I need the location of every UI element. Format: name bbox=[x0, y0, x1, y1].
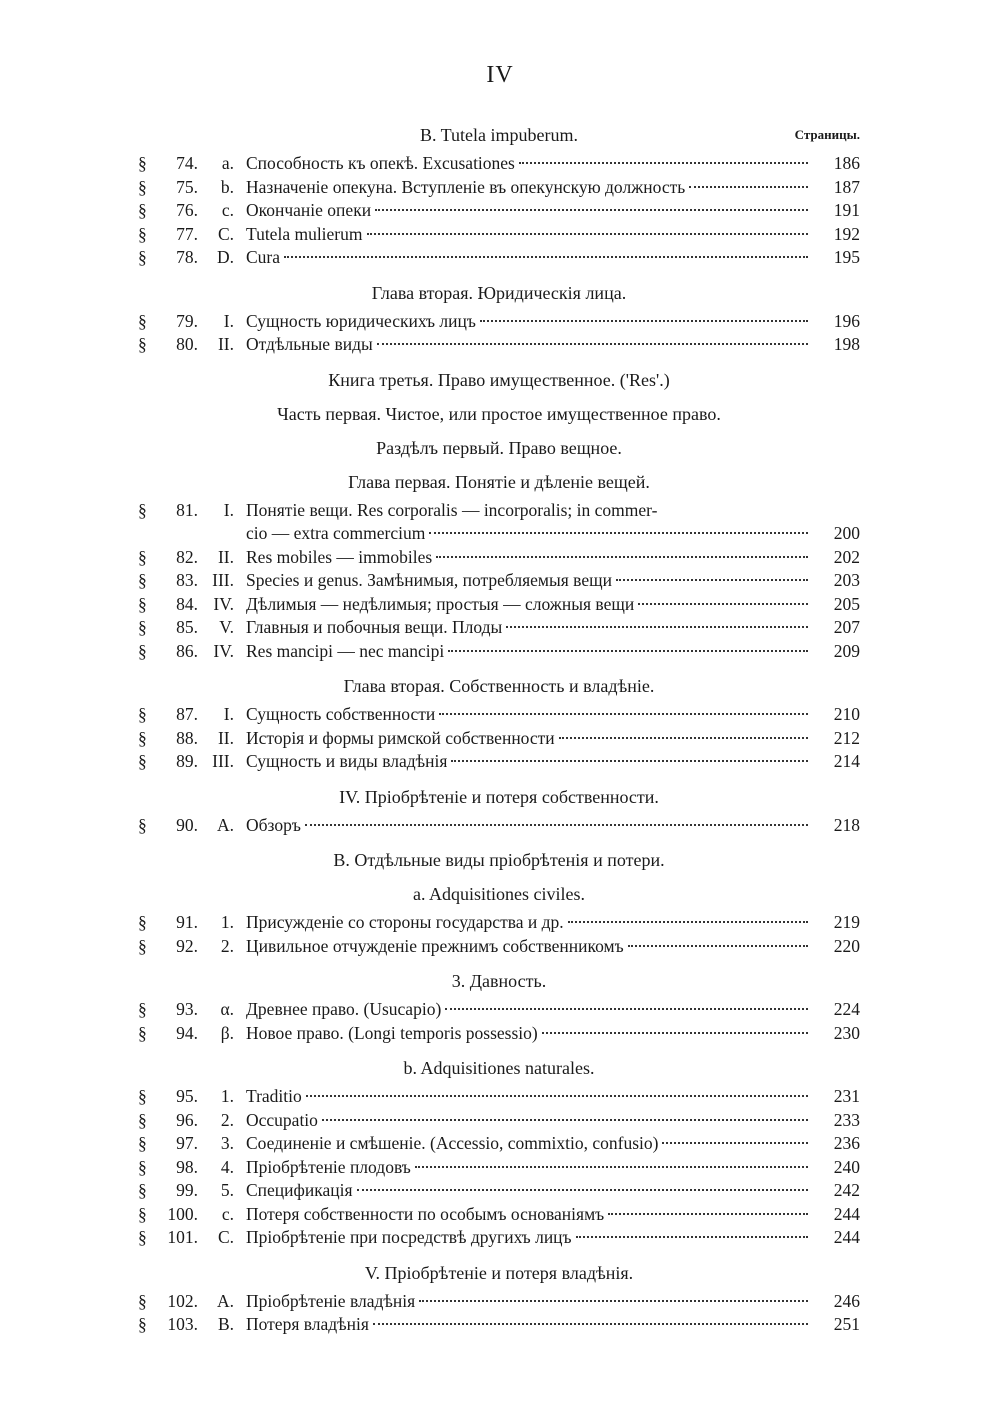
section-sign: § bbox=[138, 1180, 147, 1200]
entry-number: 87. bbox=[176, 704, 198, 724]
dot-leader bbox=[616, 579, 808, 581]
entry-marker: A. bbox=[216, 1290, 234, 1311]
page-number-ref: 202 bbox=[833, 546, 860, 567]
chapter-heading: B. Отдѣльные виды пріобрѣтенія и потери. bbox=[333, 850, 665, 870]
chapter-heading: IV. Пріобрѣтеніе и потеря собственности. bbox=[339, 786, 659, 807]
entry-title: Спецификація bbox=[246, 1180, 353, 1200]
entry-number: 97. bbox=[176, 1133, 198, 1153]
page-number-ref: 251 bbox=[833, 1314, 860, 1334]
toc-entry bbox=[138, 499, 860, 523]
toc-entry bbox=[138, 223, 860, 247]
entry-title: Отдѣльные виды bbox=[246, 334, 373, 354]
toc-entry bbox=[138, 246, 860, 270]
dot-leader bbox=[662, 1142, 808, 1144]
page-number-ref: 244 bbox=[833, 1203, 860, 1224]
entry-number: 78. bbox=[176, 247, 198, 267]
dot-leader bbox=[689, 186, 808, 188]
section-sign: § bbox=[138, 310, 147, 331]
section-sign: § bbox=[138, 1290, 147, 1311]
toc-entry bbox=[138, 310, 860, 334]
toc-entry-continuation bbox=[138, 522, 860, 546]
entry-marker: 1. bbox=[220, 912, 234, 932]
entry-number: 84. bbox=[176, 593, 198, 614]
section-sign: § bbox=[138, 912, 147, 932]
entry-marker: I. bbox=[223, 499, 234, 520]
entry-title: Обзоръ bbox=[246, 814, 301, 835]
dot-leader bbox=[306, 1095, 808, 1097]
entry-marker: B. bbox=[217, 1314, 234, 1334]
section-sign: § bbox=[138, 153, 147, 173]
page-number-ref: 214 bbox=[833, 751, 860, 771]
entry-title: Res mancipi — nec mancipi bbox=[246, 640, 445, 661]
dot-leader bbox=[373, 1323, 808, 1325]
dot-leader bbox=[357, 1189, 808, 1191]
page-number-ref: 210 bbox=[833, 704, 860, 724]
entry-title: Исторія и формы римской собственности bbox=[246, 727, 555, 748]
toc-entry bbox=[138, 640, 860, 664]
page-number-ref: 240 bbox=[833, 1156, 860, 1177]
table-of-contents bbox=[138, 118, 860, 1337]
entry-title: Res mobiles — immobiles bbox=[246, 546, 433, 567]
entry-number: 91. bbox=[176, 912, 198, 932]
entry-title: Сущность юридическихъ лицъ bbox=[246, 310, 476, 331]
entry-marker: V. bbox=[219, 617, 234, 637]
entry-number: 98. bbox=[176, 1156, 198, 1177]
entry-marker: C. bbox=[217, 223, 234, 244]
entry-title: Traditio bbox=[246, 1086, 302, 1106]
entry-marker: II. bbox=[217, 546, 234, 567]
section-sign: § bbox=[138, 499, 147, 520]
toc-body bbox=[138, 152, 860, 1337]
entry-marker: III. bbox=[212, 570, 234, 590]
section-sign: § bbox=[138, 1086, 147, 1106]
page-number-ref: 220 bbox=[833, 935, 860, 956]
page-number-ref: 230 bbox=[833, 1022, 860, 1043]
section-sign: § bbox=[138, 751, 147, 771]
dot-leader bbox=[519, 162, 808, 164]
dot-leader bbox=[576, 1236, 808, 1238]
toc-entry bbox=[138, 1085, 860, 1109]
entry-number: 99. bbox=[176, 1180, 198, 1200]
section-sign: § bbox=[138, 223, 147, 244]
section-sign: § bbox=[138, 1314, 147, 1334]
entry-marker: III. bbox=[212, 751, 234, 771]
chapter-heading: a. Adquisitiones civiles. bbox=[413, 884, 585, 904]
section-sign: § bbox=[138, 334, 147, 354]
entry-title: Сущность собственности bbox=[246, 704, 436, 724]
toc-entry bbox=[138, 199, 860, 223]
entry-title: Потеря владѣнія bbox=[246, 1314, 369, 1334]
dot-leader bbox=[448, 650, 808, 652]
page-number-ref: 198 bbox=[833, 334, 860, 354]
toc-entry bbox=[138, 616, 860, 640]
page-number-ref: 207 bbox=[833, 617, 860, 637]
chapter-heading: Глава первая. Понятіе и дѣленіе вещей. bbox=[348, 471, 650, 492]
entry-marker: c. bbox=[221, 1203, 234, 1224]
dot-leader bbox=[375, 209, 808, 211]
entry-marker: A. bbox=[216, 814, 234, 835]
entry-marker: 4. bbox=[220, 1156, 234, 1177]
entry-marker: II. bbox=[217, 727, 234, 748]
toc-entry bbox=[138, 911, 860, 935]
section-sign: § bbox=[138, 1022, 147, 1043]
dot-leader bbox=[638, 603, 808, 605]
entry-number: 100. bbox=[167, 1203, 198, 1224]
entry-number: 76. bbox=[176, 200, 198, 220]
entry-marker: a. bbox=[221, 153, 234, 173]
section-sign: § bbox=[138, 999, 147, 1019]
entry-title: Древнее право. (Usucapio) bbox=[246, 999, 442, 1019]
dot-leader bbox=[608, 1213, 808, 1215]
entry-marker: I. bbox=[223, 310, 234, 331]
entry-title: Понятіе вещи. Res corporalis — incorporalis; in commer- bbox=[246, 499, 658, 520]
entry-title: Соединеніе и смѣшеніе. (Accessio, commixtio, confusio) bbox=[246, 1133, 659, 1153]
section-sign: § bbox=[138, 1203, 147, 1224]
entry-number: 75. bbox=[176, 176, 198, 197]
page-number-ref: 224 bbox=[833, 999, 860, 1019]
entry-number: 93. bbox=[176, 999, 198, 1019]
dot-leader bbox=[322, 1119, 808, 1121]
dot-leader bbox=[284, 256, 808, 258]
page-number-ref: 242 bbox=[833, 1180, 860, 1200]
entry-title: Occupatio bbox=[246, 1109, 318, 1130]
toc-entry bbox=[138, 593, 860, 617]
entry-title: Tutela mulierum bbox=[246, 223, 363, 244]
dot-leader bbox=[542, 1032, 808, 1034]
entry-number: 82. bbox=[176, 546, 198, 567]
entry-number: 83. bbox=[176, 570, 198, 590]
chapter-heading: b. Adquisitiones naturales. bbox=[403, 1058, 595, 1078]
chapter-heading: Раздѣлъ первый. Право вещное. bbox=[376, 437, 622, 458]
page-number-ref: 246 bbox=[833, 1290, 860, 1311]
dot-leader bbox=[439, 713, 808, 715]
section-sign: § bbox=[138, 617, 147, 637]
toc-entry bbox=[138, 1290, 860, 1314]
page-number-ref: 233 bbox=[833, 1109, 860, 1130]
entry-marker: D. bbox=[216, 247, 234, 267]
section-sign: § bbox=[138, 640, 147, 661]
page-number-ref: 205 bbox=[833, 593, 860, 614]
entry-marker: I. bbox=[223, 704, 234, 724]
entry-marker: c. bbox=[221, 200, 234, 220]
entry-number: 94. bbox=[176, 1022, 198, 1043]
entry-number: 102. bbox=[167, 1290, 198, 1311]
entry-number: 96. bbox=[176, 1109, 198, 1130]
entry-marker: 2. bbox=[220, 1109, 234, 1130]
dot-leader bbox=[480, 320, 808, 322]
toc-entry bbox=[138, 152, 860, 176]
entry-number: 89. bbox=[176, 751, 198, 771]
entry-number: 92. bbox=[176, 935, 198, 956]
section-title: B. Tutela impuberum. bbox=[419, 125, 578, 145]
dot-leader bbox=[305, 824, 808, 826]
dot-leader bbox=[429, 532, 808, 534]
entry-title: Cura bbox=[246, 247, 281, 267]
page-number-ref: 196 bbox=[833, 310, 860, 331]
entry-marker: 2. bbox=[220, 935, 234, 956]
toc-entry bbox=[138, 569, 860, 593]
toc-entry bbox=[138, 814, 860, 838]
entry-number: 80. bbox=[176, 334, 198, 354]
chapter-heading: Книга третья. Право имущественное. ('Res'.) bbox=[328, 369, 670, 390]
section-sign: § bbox=[138, 1156, 147, 1177]
toc-entry bbox=[138, 546, 860, 570]
entry-marker: IV. bbox=[213, 640, 234, 661]
entry-marker: β. bbox=[220, 1022, 234, 1043]
dot-leader bbox=[436, 556, 808, 558]
entry-marker: 3. bbox=[220, 1133, 234, 1153]
toc-entry bbox=[138, 1109, 860, 1133]
entry-title: Дѣлимыя — недѣлимыя; простыя — сложныя вещи bbox=[246, 593, 635, 614]
entry-number: 77. bbox=[176, 223, 198, 244]
section-sign: § bbox=[138, 593, 147, 614]
toc-entry bbox=[138, 998, 860, 1022]
page-number-ref: 192 bbox=[833, 223, 860, 244]
dot-leader bbox=[367, 233, 808, 235]
entry-title: Пріобрѣтеніе плодовъ bbox=[246, 1156, 411, 1177]
section-sign: § bbox=[138, 1227, 147, 1247]
chapter-heading: Глава вторая. Собственность и владѣніе. bbox=[343, 676, 655, 696]
page-number-ref: 195 bbox=[833, 247, 860, 267]
toc-entry bbox=[138, 1226, 860, 1250]
section-sign: § bbox=[138, 200, 147, 220]
entry-marker: C. bbox=[217, 1227, 234, 1247]
chapter-heading: 3. Давность. bbox=[451, 971, 547, 991]
page-number-ref: 244 bbox=[833, 1227, 860, 1247]
entry-marker: b. bbox=[220, 176, 234, 197]
page-number-ref: 219 bbox=[833, 912, 860, 932]
section-sign: § bbox=[138, 546, 147, 567]
entry-number: 85. bbox=[176, 617, 198, 637]
dot-leader bbox=[628, 945, 808, 947]
entry-number: 88. bbox=[176, 727, 198, 748]
entry-title: Способность къ опекѣ. Excusationes bbox=[246, 153, 515, 173]
section-sign: § bbox=[138, 935, 147, 956]
entry-number: 90. bbox=[176, 814, 198, 835]
section-heading bbox=[138, 118, 860, 152]
entry-title: Пріобрѣтеніе при посредствѣ другихъ лицъ bbox=[246, 1227, 572, 1247]
dot-leader bbox=[415, 1166, 808, 1168]
section-sign: § bbox=[138, 727, 147, 748]
entry-number: 95. bbox=[176, 1086, 198, 1106]
entry-number: 79. bbox=[176, 310, 198, 331]
toc-entry bbox=[138, 1022, 860, 1046]
entry-number: 81. bbox=[176, 499, 198, 520]
entry-marker: 1. bbox=[220, 1086, 234, 1106]
entry-number: 86. bbox=[176, 640, 198, 661]
chapter-heading: Часть первая. Чистое, или простое имущественное право. bbox=[277, 403, 721, 424]
toc-entry bbox=[138, 1179, 860, 1203]
section-sign: § bbox=[138, 247, 147, 267]
toc-entry bbox=[138, 333, 860, 357]
entry-title: Потеря собственности по особымъ основаніямъ bbox=[246, 1203, 605, 1224]
page-number-ref: 186 bbox=[833, 153, 860, 173]
section-sign: § bbox=[138, 1133, 147, 1153]
toc-entry bbox=[138, 1132, 860, 1156]
toc-entry bbox=[138, 703, 860, 727]
page-number-ref: 203 bbox=[833, 570, 860, 590]
page-number: IV bbox=[486, 62, 514, 88]
entry-title: Пріобрѣтеніе владѣнія bbox=[246, 1290, 416, 1311]
entry-title: Цивильное отчужденіе прежнимъ собственникомъ bbox=[246, 935, 624, 956]
entry-marker: IV. bbox=[213, 593, 234, 614]
section-sign: § bbox=[138, 570, 147, 590]
toc-entry bbox=[138, 727, 860, 751]
dot-leader bbox=[451, 760, 808, 762]
pages-column-label: Страницы. bbox=[794, 127, 860, 142]
toc-entry bbox=[138, 176, 860, 200]
entry-title: Сущность и виды владѣнія bbox=[246, 751, 448, 771]
page-number-ref: 187 bbox=[833, 176, 860, 197]
entry-marker: II. bbox=[217, 334, 234, 354]
entry-number: 74. bbox=[176, 153, 198, 173]
entry-title: Species и genus. Замѣнимыя, потребляемыя вещи bbox=[246, 570, 612, 590]
toc-entry bbox=[138, 1156, 860, 1180]
toc-entry bbox=[138, 1203, 860, 1227]
entry-marker: 5. bbox=[220, 1180, 234, 1200]
toc-entry bbox=[138, 935, 860, 959]
page-number-ref: 212 bbox=[833, 727, 860, 748]
entry-title-continuation: cio — extra commercium bbox=[246, 523, 426, 543]
dot-leader bbox=[419, 1300, 808, 1302]
dot-leader bbox=[506, 626, 808, 628]
section-sign: § bbox=[138, 1109, 147, 1130]
entry-title: Назначеніе опекуна. Вступленіе въ опекунскую должность bbox=[246, 176, 686, 197]
dot-leader bbox=[568, 921, 808, 923]
section-sign: § bbox=[138, 814, 147, 835]
entry-number: 101. bbox=[167, 1227, 198, 1247]
entry-number: 103. bbox=[167, 1314, 198, 1334]
chapter-heading: Глава вторая. Юридическія лица. bbox=[371, 282, 627, 303]
page-number-ref: 231 bbox=[833, 1086, 860, 1106]
toc-entry bbox=[138, 750, 860, 774]
section-sign: § bbox=[138, 704, 147, 724]
entry-title: Окончаніе опеки bbox=[246, 200, 372, 220]
toc-entry bbox=[138, 1313, 860, 1337]
page-number-ref: 200 bbox=[833, 523, 860, 543]
entry-title: Новое право. (Longi temporis possessio) bbox=[246, 1022, 538, 1043]
page-number-ref: 209 bbox=[833, 640, 860, 661]
entry-title: Присужденіе со стороны государства и др. bbox=[246, 912, 564, 932]
page-number-ref: 218 bbox=[833, 814, 860, 835]
section-sign: § bbox=[138, 176, 147, 197]
dot-leader bbox=[377, 343, 808, 345]
dot-leader bbox=[445, 1008, 808, 1010]
page-number-ref: 191 bbox=[833, 200, 860, 220]
chapter-heading: V. Пріобрѣтеніе и потеря владѣнія. bbox=[364, 1262, 634, 1283]
dot-leader bbox=[559, 737, 808, 739]
entry-marker: α. bbox=[220, 999, 234, 1019]
page-number-ref: 236 bbox=[833, 1133, 860, 1153]
entry-title: Главныя и побочныя вещи. Плоды bbox=[246, 617, 503, 637]
